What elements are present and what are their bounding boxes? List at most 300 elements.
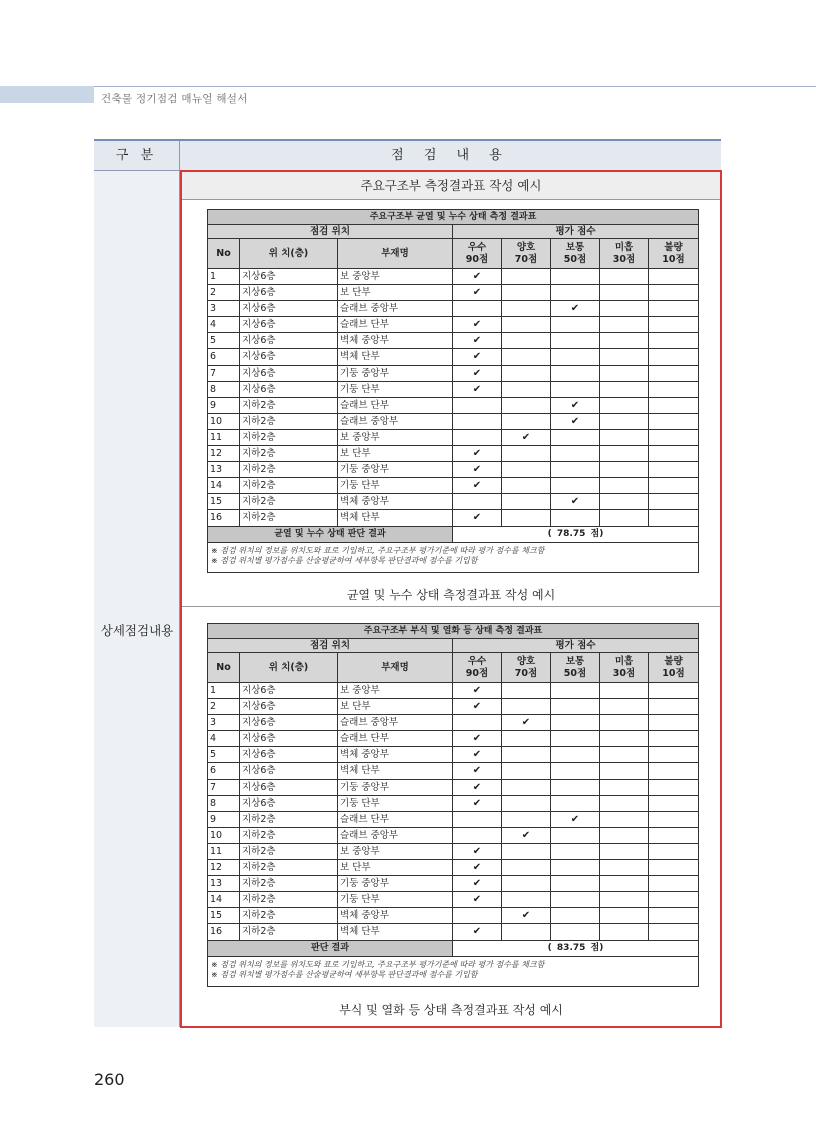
score-cell xyxy=(649,780,698,795)
table-row xyxy=(207,430,699,446)
row-no: 1 xyxy=(208,683,240,698)
row-member: 기둥 단부 xyxy=(338,478,453,493)
score-cell xyxy=(600,796,649,811)
example-box-title: 주요구조부 측정결과표 작성 예시 xyxy=(182,172,720,200)
row-no: 9 xyxy=(208,812,240,827)
score-cell xyxy=(453,398,502,413)
score-cell xyxy=(649,715,698,730)
row-position: 지상6층 xyxy=(240,747,338,762)
score-cell xyxy=(502,796,551,811)
row-no: 5 xyxy=(208,333,240,348)
row-position: 지상6층 xyxy=(240,317,338,332)
row-member: 기둥 단부 xyxy=(338,892,453,907)
score-cell xyxy=(600,780,649,795)
score-label: 불량 xyxy=(664,655,683,667)
score-cell xyxy=(453,333,502,348)
score-cell xyxy=(502,398,551,413)
score-cell xyxy=(453,349,502,364)
score-cell xyxy=(649,478,698,493)
score-label: 미흡 xyxy=(614,241,634,253)
score-cell xyxy=(502,844,551,859)
score-cell xyxy=(649,285,698,300)
score-cell xyxy=(649,812,698,827)
check-icon: ✔ xyxy=(472,733,482,745)
score-cell xyxy=(453,285,502,300)
row-no: 12 xyxy=(208,446,240,461)
score-cell xyxy=(453,683,502,698)
score-cell xyxy=(600,285,649,300)
row-member: 보 중앙부 xyxy=(338,269,453,284)
score-cell xyxy=(600,478,649,493)
row-position: 지하2층 xyxy=(240,462,338,477)
row-no: 9 xyxy=(208,398,240,413)
table-row xyxy=(207,844,699,860)
table-row xyxy=(207,285,699,301)
check-icon: ✔ xyxy=(570,399,580,411)
score-cell xyxy=(600,908,649,923)
score-cell xyxy=(649,796,698,811)
check-icon: ✔ xyxy=(570,813,580,825)
row-member: 기둥 단부 xyxy=(338,382,453,397)
score-cell xyxy=(502,382,551,397)
score-cell xyxy=(502,683,551,698)
check-icon: ✔ xyxy=(472,878,482,890)
score-cell xyxy=(453,510,502,525)
example-box xyxy=(180,170,722,1028)
row-position: 지하2층 xyxy=(240,892,338,907)
score-cell xyxy=(502,715,551,730)
check-icon: ✔ xyxy=(472,464,482,476)
check-icon: ✔ xyxy=(472,845,482,857)
score-cell xyxy=(600,366,649,381)
score-points: 90점 xyxy=(465,667,489,679)
score-cell xyxy=(453,301,502,316)
score-cell xyxy=(649,510,698,525)
section-divider xyxy=(182,606,720,607)
score-points: 10점 xyxy=(662,253,685,265)
score-cell xyxy=(551,301,600,316)
score-cell xyxy=(600,763,649,778)
note-line: ※ 점검 위치의 정보를 위치도와 표로 기입하고, 주요구조부 평가기준에 따라 평가 점수를 체크함 xyxy=(211,959,545,969)
score-cell xyxy=(551,715,600,730)
score-label: 양호 xyxy=(516,241,536,253)
score-cell xyxy=(502,285,551,300)
table-row xyxy=(207,924,699,940)
header-group-row xyxy=(207,638,699,652)
score-cell xyxy=(649,747,698,762)
row-member: 슬래브 중앙부 xyxy=(338,301,453,316)
table-row xyxy=(207,366,699,382)
score-cell xyxy=(453,715,502,730)
score-cell xyxy=(551,796,600,811)
score-cell xyxy=(551,317,600,332)
score-cell xyxy=(551,510,600,525)
table-row xyxy=(207,908,699,924)
score-cell xyxy=(502,860,551,875)
row-member: 기둥 단부 xyxy=(338,796,453,811)
table-row xyxy=(207,478,699,494)
row-member: 보 중앙부 xyxy=(338,844,453,859)
score-cell xyxy=(551,494,600,509)
table-row xyxy=(207,683,699,699)
score-cell xyxy=(600,430,649,445)
score-cell xyxy=(453,478,502,493)
score-cell xyxy=(600,462,649,477)
row-member: 벽체 단부 xyxy=(338,763,453,778)
row-no: 1 xyxy=(208,269,240,284)
score-cell xyxy=(502,462,551,477)
row-no: 10 xyxy=(208,414,240,429)
score-cell xyxy=(502,269,551,284)
score-cell xyxy=(649,430,698,445)
header-accent-bar xyxy=(0,86,94,103)
row-position: 지상6층 xyxy=(240,699,338,714)
row-position: 지하2층 xyxy=(240,430,338,445)
row-member: 보 중앙부 xyxy=(338,683,453,698)
group-position: 점검 위치 xyxy=(208,639,453,652)
row-position: 지하2층 xyxy=(240,908,338,923)
score-label: 우수 xyxy=(467,241,487,253)
score-points: 30점 xyxy=(612,667,636,679)
check-icon: ✔ xyxy=(570,415,580,427)
col-member: 부재명 xyxy=(338,239,453,268)
score-cell xyxy=(453,924,502,939)
score-cell xyxy=(502,908,551,923)
table-row xyxy=(207,876,699,892)
score-cell xyxy=(551,876,600,891)
row-no: 15 xyxy=(208,494,240,509)
check-icon: ✔ xyxy=(472,335,482,347)
score-cell xyxy=(551,366,600,381)
score-points: 90점 xyxy=(465,253,489,265)
col-score xyxy=(551,239,600,268)
score-cell xyxy=(453,317,502,332)
score-cell xyxy=(502,478,551,493)
score-cell xyxy=(453,446,502,461)
score-cell xyxy=(502,317,551,332)
check-icon: ✔ xyxy=(570,496,580,508)
score-cell xyxy=(551,763,600,778)
score-cell xyxy=(649,494,698,509)
table-row xyxy=(207,828,699,844)
header-rule xyxy=(94,86,816,87)
score-cell xyxy=(649,366,698,381)
row-member: 보 단부 xyxy=(338,446,453,461)
score-cell xyxy=(502,366,551,381)
row-position: 지하2층 xyxy=(240,446,338,461)
row-no: 13 xyxy=(208,462,240,477)
category-cell xyxy=(94,171,180,1027)
check-icon: ✔ xyxy=(521,829,531,841)
check-icon: ✔ xyxy=(521,717,531,729)
table-title: 주요구조부 부식 및 열화 등 상태 측정 결과표 xyxy=(207,623,699,638)
row-member: 벽체 단부 xyxy=(338,924,453,939)
row-no: 2 xyxy=(208,285,240,300)
row-no: 16 xyxy=(208,510,240,525)
header-content: 점 검 내 용 xyxy=(391,148,510,163)
table-row xyxy=(207,414,699,430)
row-no: 11 xyxy=(208,430,240,445)
score-cell xyxy=(649,844,698,859)
row-position: 지상6층 xyxy=(240,285,338,300)
score-cell xyxy=(453,892,502,907)
row-no: 11 xyxy=(208,844,240,859)
score-cell xyxy=(649,317,698,332)
table-row xyxy=(207,763,699,779)
col-score xyxy=(600,239,649,268)
score-points: 70점 xyxy=(514,253,538,265)
score-cell xyxy=(551,285,600,300)
score-label: 보통 xyxy=(565,655,585,667)
row-no: 14 xyxy=(208,892,240,907)
row-member: 보 중앙부 xyxy=(338,430,453,445)
table-row xyxy=(207,269,699,285)
score-cell xyxy=(649,446,698,461)
result-label: 판단 결과 xyxy=(208,941,453,956)
row-position: 지상6층 xyxy=(240,382,338,397)
row-no: 4 xyxy=(208,317,240,332)
score-cell xyxy=(453,366,502,381)
check-icon: ✔ xyxy=(472,448,482,460)
score-cell xyxy=(600,747,649,762)
score-cell xyxy=(600,446,649,461)
table-row xyxy=(207,446,699,462)
row-no: 10 xyxy=(208,828,240,843)
table-row xyxy=(207,796,699,812)
score-cell xyxy=(551,269,600,284)
score-cell xyxy=(551,860,600,875)
content-table xyxy=(94,139,721,1027)
row-position: 지상6층 xyxy=(240,796,338,811)
score-cell xyxy=(551,430,600,445)
check-icon: ✔ xyxy=(472,480,482,492)
row-member: 벽체 중앙부 xyxy=(338,747,453,762)
score-cell xyxy=(453,828,502,843)
score-label: 불량 xyxy=(664,241,683,253)
score-cell xyxy=(649,398,698,413)
row-member: 벽체 중앙부 xyxy=(338,494,453,509)
table-row xyxy=(207,731,699,747)
score-cell xyxy=(502,828,551,843)
score-cell xyxy=(649,731,698,746)
row-no: 13 xyxy=(208,876,240,891)
row-member: 보 단부 xyxy=(338,699,453,714)
row-no: 7 xyxy=(208,366,240,381)
row-no: 16 xyxy=(208,924,240,939)
group-score: 평가 점수 xyxy=(453,225,698,238)
table-row xyxy=(207,747,699,763)
row-member: 슬래브 단부 xyxy=(338,317,453,332)
header-group-row xyxy=(207,224,699,238)
row-position: 지상6층 xyxy=(240,366,338,381)
score-cell xyxy=(502,430,551,445)
row-member: 보 단부 xyxy=(338,285,453,300)
row-position: 지하2층 xyxy=(240,414,338,429)
col-score xyxy=(600,653,649,682)
score-cell xyxy=(453,812,502,827)
check-icon: ✔ xyxy=(521,910,531,922)
table-row xyxy=(207,892,699,908)
score-cell xyxy=(453,763,502,778)
row-no: 14 xyxy=(208,478,240,493)
score-cell xyxy=(600,828,649,843)
score-points: 50점 xyxy=(563,667,587,679)
check-icon: ✔ xyxy=(472,383,482,395)
row-no: 2 xyxy=(208,699,240,714)
score-cell xyxy=(649,462,698,477)
result-value: ( 78.75 점) xyxy=(547,528,604,539)
table-title: 주요구조부 균열 및 누수 상태 측정 결과표 xyxy=(207,209,699,224)
table-header-row xyxy=(94,141,721,171)
score-cell xyxy=(600,333,649,348)
score-cell xyxy=(551,382,600,397)
score-cell xyxy=(453,269,502,284)
row-position: 지상6층 xyxy=(240,780,338,795)
score-cell xyxy=(502,876,551,891)
score-points: 50점 xyxy=(563,253,587,265)
score-cell xyxy=(551,398,600,413)
table-row xyxy=(207,317,699,333)
table-row xyxy=(207,812,699,828)
row-member: 보 단부 xyxy=(338,860,453,875)
score-cell xyxy=(453,860,502,875)
score-label: 미흡 xyxy=(614,655,634,667)
score-cell xyxy=(551,414,600,429)
category-label: 상세점검내용 xyxy=(100,623,174,638)
score-label: 보통 xyxy=(565,241,585,253)
col-position: 위 치(층) xyxy=(240,239,338,268)
score-cell xyxy=(600,414,649,429)
score-cell xyxy=(453,414,502,429)
check-icon: ✔ xyxy=(472,319,482,331)
score-cell xyxy=(453,462,502,477)
score-cell xyxy=(502,510,551,525)
col-score xyxy=(649,239,698,268)
score-cell xyxy=(502,731,551,746)
score-cell xyxy=(649,699,698,714)
score-cell xyxy=(502,699,551,714)
table-row xyxy=(207,699,699,715)
col-score xyxy=(453,239,502,268)
score-cell xyxy=(600,731,649,746)
score-cell xyxy=(649,763,698,778)
score-cell xyxy=(600,398,649,413)
note-line: ※ 점검 위치별 평가점수를 산술평균하여 세부항목 판단결과에 점수를 기입함 xyxy=(211,970,478,979)
score-label: 우수 xyxy=(467,655,487,667)
score-cell xyxy=(649,414,698,429)
score-cell xyxy=(649,301,698,316)
table-row xyxy=(207,494,699,510)
row-no: 6 xyxy=(208,349,240,364)
score-cell xyxy=(502,333,551,348)
score-cell xyxy=(551,908,600,923)
score-cell xyxy=(600,812,649,827)
check-icon: ✔ xyxy=(472,862,482,874)
score-cell xyxy=(551,892,600,907)
score-cell xyxy=(502,349,551,364)
row-position: 지하2층 xyxy=(240,844,338,859)
row-member: 슬래브 중앙부 xyxy=(338,828,453,843)
check-icon: ✔ xyxy=(472,749,482,761)
score-cell xyxy=(649,349,698,364)
row-position: 지하2층 xyxy=(240,924,338,939)
row-position: 지상6층 xyxy=(240,683,338,698)
col-score xyxy=(649,653,698,682)
table-row xyxy=(207,860,699,876)
table-notes xyxy=(207,543,699,573)
row-position: 지상6층 xyxy=(240,333,338,348)
score-points: 30점 xyxy=(612,253,636,265)
row-position: 지하2층 xyxy=(240,860,338,875)
check-icon: ✔ xyxy=(472,685,482,696)
check-icon: ✔ xyxy=(472,367,482,379)
score-label: 양호 xyxy=(516,655,536,667)
score-cell xyxy=(600,699,649,714)
group-score: 평가 점수 xyxy=(453,639,698,652)
score-cell xyxy=(600,683,649,698)
col-score xyxy=(551,653,600,682)
caption-corrosion: 부식 및 열화 등 상태 측정결과표 작성 예시 xyxy=(339,1003,563,1017)
score-cell xyxy=(551,333,600,348)
result-row xyxy=(207,941,699,957)
header-column-row xyxy=(207,238,699,269)
score-cell xyxy=(453,780,502,795)
row-member: 기둥 중앙부 xyxy=(338,780,453,795)
score-cell xyxy=(551,731,600,746)
score-cell xyxy=(551,924,600,939)
score-cell xyxy=(502,747,551,762)
header-category: 구 분 xyxy=(94,141,180,171)
table-row xyxy=(207,510,699,526)
score-cell xyxy=(551,828,600,843)
check-icon: ✔ xyxy=(570,303,580,315)
score-cell xyxy=(551,812,600,827)
score-cell xyxy=(502,494,551,509)
table-row xyxy=(207,333,699,349)
result-value: ( 83.75 점) xyxy=(547,942,604,953)
result-table-corrosion xyxy=(207,623,699,987)
score-cell xyxy=(453,494,502,509)
score-cell xyxy=(551,780,600,795)
check-icon: ✔ xyxy=(521,431,531,443)
check-icon: ✔ xyxy=(472,797,482,809)
table-row xyxy=(207,398,699,414)
result-row xyxy=(207,527,699,543)
score-cell xyxy=(502,414,551,429)
score-cell xyxy=(649,382,698,397)
row-no: 8 xyxy=(208,796,240,811)
score-cell xyxy=(600,876,649,891)
row-position: 지상6층 xyxy=(240,301,338,316)
header-column-row xyxy=(207,652,699,683)
score-cell xyxy=(453,876,502,891)
row-member: 슬래브 중앙부 xyxy=(338,715,453,730)
score-cell xyxy=(600,892,649,907)
table-row xyxy=(207,462,699,478)
table-row xyxy=(207,349,699,365)
score-cell xyxy=(453,796,502,811)
check-icon: ✔ xyxy=(472,271,482,282)
score-cell xyxy=(600,860,649,875)
score-points: 10점 xyxy=(662,667,685,679)
row-position: 지하2층 xyxy=(240,494,338,509)
row-no: 3 xyxy=(208,301,240,316)
score-cell xyxy=(551,462,600,477)
caption-crack-leak: 균열 및 누수 상태 측정결과표 작성 예시 xyxy=(346,588,556,602)
score-cell xyxy=(649,860,698,875)
row-position: 지하2층 xyxy=(240,828,338,843)
row-no: 4 xyxy=(208,731,240,746)
